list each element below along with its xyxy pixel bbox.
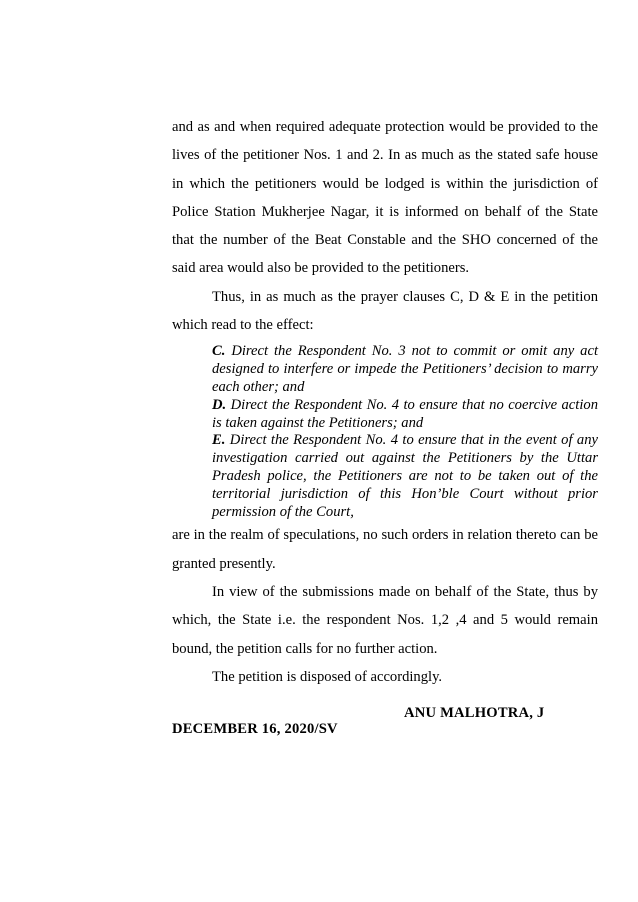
date-line: DECEMBER 16, 2020/SV xyxy=(172,721,338,737)
clause-e-label: E. xyxy=(212,432,226,449)
paragraph-disposed: The petition is disposed of accordingly. xyxy=(212,668,443,685)
paragraph-protection: and as and when required adequate protection would be provided to the lives of the petitioner Nos. 1 and 2. In as much as the stated safe house in which the petitioners would be lodged is within the jurisdiction of Police Station Mukherjee Nagar, it is informed on behalf of the State that the number of the Beat Constable and the SHO concerned of the said area would also be provided to the petitioners. xyxy=(172,119,598,277)
clause-d xyxy=(212,397,598,433)
clause-c xyxy=(212,343,598,396)
clause-c-text: Direct the Respondent No. 3 not to commit or omit any act designed to interfere or impede the Petitioners’ decision to marry each other; and xyxy=(212,343,598,395)
judge-signature: ANU MALHOTRA, J xyxy=(404,705,545,721)
prayer-clauses-quote xyxy=(212,343,598,521)
clause-d-text: Direct the Respondent No. 4 to ensure that no coercive action is taken against the Petitioners; and xyxy=(212,396,598,431)
document-body xyxy=(172,113,598,691)
clause-c-label: C. xyxy=(212,343,226,360)
paragraph-prayer-clauses: Thus, in as much as the prayer clauses C, D & E in the petition which read to the effect: xyxy=(172,288,598,334)
paragraph-submissions: In view of the submissions made on behalf of the State, thus by which, the State i.e. the respondent Nos. 1,2 ,4 and 5 would remain bound, the petition calls for no further action. xyxy=(172,583,598,657)
clause-e-text: Direct the Respondent No. 4 to ensure that in the event of any investigation carried out against the Petitioners by the Uttar Pradesh police, the Petitioners are not to be taken out of the territorial jurisdiction of this Hon’ble Court without prior permission of the Court, xyxy=(212,432,598,520)
clause-e xyxy=(212,432,598,521)
paragraph-speculations: are in the realm of speculations, no such orders in relation thereto can be granted presently. xyxy=(172,527,598,572)
clause-d-label: D. xyxy=(212,396,227,413)
